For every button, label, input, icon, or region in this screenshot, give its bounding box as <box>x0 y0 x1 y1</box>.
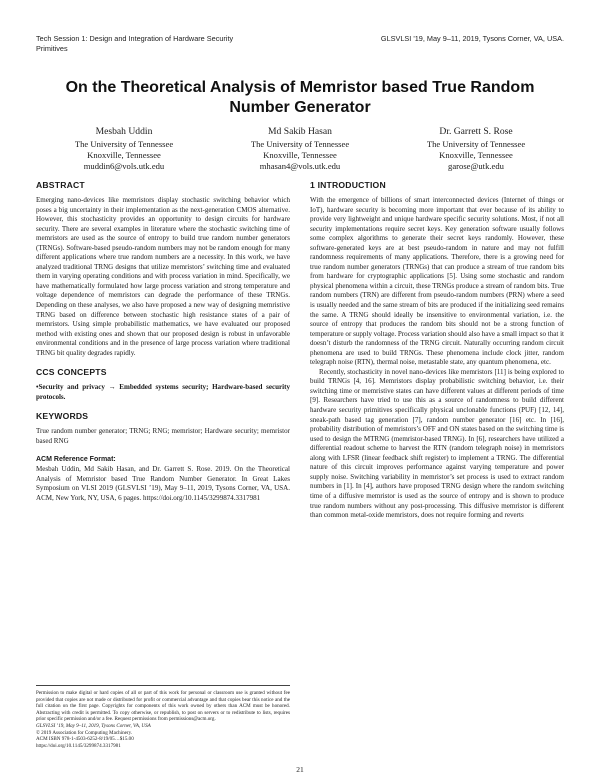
introduction-heading: 1 INTRODUCTION <box>310 180 386 190</box>
ccs-text: •Security and privacy → Embedded systems security; Hardware-based security protocols. <box>36 383 290 401</box>
author-affiliation: The University of Tennessee <box>250 138 350 149</box>
author-affiliation: The University of Tennessee <box>426 138 526 149</box>
left-column <box>36 180 290 503</box>
introduction-paragraph-1: With the emergence of billions of smart interconnected devices (Internet of things or IoT), hardware security is becoming more important that ever because of its ability to provide very lightweight and unique hardware specific security solutions. Most, if not all security implementations require secret keys. Key generation software usually follows some complex algorithms to generate their secret keys randomly. However, these software-generated keys are at best pseudo-random in nature and may not fulfill randomness requirements of many applications. Therefore, there is a growing need for true random number generators (TRNGs) that can produce a stream of true random bits from hardware for cryptographic applications [5]. Using some stochastic and random physical phenomena within a circuit, these TRNGs produce a stream of random bits. True random numbers (TRN) are different from pseudo-random numbers (PRN) where a seed is usually needed and the same stream of bits are produced if the initializing seed remains the same. A TRNG should ideally be insensitive to environmental variation, i.e. the source of entropy that produces the random bits should not be a strong function of temperature or supply voltage. Process variation should also have a small impact so that it doesn’t disturb the randomness of the TRNG circuit. Naturally occurring random circuit phenomena are used to build TRNGs. These phenomena include clock jitter, random telegraph noise (RTN), thermal noise, metastable state, any quantum phenomena, etc. <box>310 196 564 367</box>
abstract-heading: ABSTRACT <box>36 180 85 190</box>
author-name: Md Sakib Hasan <box>268 126 332 137</box>
permission-venue: GLSVLSI ’19, May 9–11, 2019, Tysons Corner, VA, USA <box>36 722 151 729</box>
permission-doi[interactable]: https://doi.org/10.1145/3299874.3317981 <box>36 742 121 749</box>
author-location: Knoxville, Tennessee <box>439 149 513 160</box>
permission-footnote <box>36 685 290 749</box>
author-block <box>36 126 564 172</box>
author-name: Mesbah Uddin <box>95 126 153 137</box>
abstract-text: Emerging nano-devices like memristors display stochastic switching behavior which poses a big uncertainty in their implementation as the next-generation CMOS alternative. However, this stochasticity provides an opportunity to design circuits for hardware security. There are several examples in literature where the stochastic switching time of memristors are used as the source of entropy to build true random number generators (TRNGs). Software-based pseudo-random numbers may not be random enough for many different applications where true random numbers are a necessity. In this work, we have analyzed traditional TRNG designs that utilize memristors’ switching time and evaluated them in varying operating conditions and with process variation in mind. Specifically, we have mathematically formulated how large process variation and strong temperature and voltage dependence of memristors can degrade the performance of these TRNGs. Depending on these analyses, we also have proposed a new way of designing memristive TRNG based on difference between stochastic high resistance states of a pair of memristors. Using simple probabilistic mathematics, we have evaluated our proposed method with existing ones and shown that our proposed design is robust in unfavorable environmental conditions and in the presence of large process variation where traditional TRNG bit quality degrades rapidly. <box>36 196 290 357</box>
acm-reference-heading: ACM Reference Format: <box>36 456 116 464</box>
author-3 <box>388 126 564 172</box>
ccs-heading: CCS CONCEPTS <box>36 367 107 378</box>
author-location: Knoxville, Tennessee <box>263 149 337 160</box>
permission-isbn: ACM ISBN 978-1-4503-6252-8/19/05…$15.00 <box>36 736 134 743</box>
running-header-right: GLSVLSI '19, May 9–11, 2019, Tysons Corner, VA, USA. <box>380 34 564 43</box>
permission-copyright: © 2019 Association for Computing Machinery. <box>36 729 133 736</box>
author-1 <box>36 126 212 172</box>
paper-title: On the Theoretical Analysis of Memristor based True Random Number Generator <box>65 79 535 116</box>
keywords-text: True random number generator; TRNG; RNG; memristor; Hardware security; memristor based RNG <box>36 427 290 445</box>
running-header-left: Tech Session 1: Design and Integration of Hardware Security Primitives <box>36 34 234 53</box>
acm-reference-text: Mesbah Uddin, Md Sakib Hasan, and Dr. Garrett S. Rose. 2019. On the Theoretical Analysis of Memristor based True Random Number Generator. In Great Lakes Symposium on VLSI 2019 (GLSVLSI ’19), May 9–11, 2019, Tysons Corner, VA, USA. ACM, New York, NY, USA, 6 pages. https://doi.org/10.1145/3299874.3317981 <box>36 464 290 502</box>
author-email: garose@utk.edu <box>448 160 504 171</box>
introduction-paragraph-2: Recently, stochasticity in novel nano-devices like memristors [11] is being explored to build TRNGs [4, 16]. Memristors display probabilistic switching behavior, i.e. their switching time or memristive states can have different values at different periods of time [9]. Researchers have tried to use this as a source of randomness to build different hardware security primitives specifically physical unclonable functions (PUF) [12, 14], sneak-path based tag generation [7], random number generator [16] etc. In [16], probability distribution of memristors’s OFF and ON states based on the switching time is used to design the MTRNG (memristor-based TRNG). In [6], researchers have utilized a differential readout scheme to harvest the RTN (random telegraph noise) in memristors along with LFSR (linear feedback shift register) to implement a TRNG. The differential nature of this circuit improves performance against varying temperature and power supply noise. Switching variability in memristor’s set process is used to extract random numbers in [1]. In [4], authors have proposed TRNG design where the random switching time of a diffusive memristor is used as the source of entropy and is shown to produce true random numbers without any post-processing. This diffusive memristor is different than common metal-oxide memristors, does not require forming and reverts <box>310 367 564 520</box>
author-name: Dr. Garrett S. Rose <box>439 126 513 137</box>
author-email: mhasan4@vols.utk.edu <box>259 160 341 171</box>
keywords-heading: KEYWORDS <box>36 411 89 422</box>
author-location: Knoxville, Tennessee <box>87 149 161 160</box>
permission-text: Permission to make digital or hard copies of all or part of this work for personal or classroom use is granted without fee provided that copies are not made or distributed for profit or commercial advantage and that copies bear this notice and the full citation on the first page. Copyrights for components of this work owned by others than ACM must be honored. Abstracting with credit is permitted. To copy otherwise, or republish, to post on servers or to redistribute to lists, requires prior specific permission and/or a fee. Request permissions from permissions@acm.org. <box>36 690 290 723</box>
author-email: muddin6@vols.utk.edu <box>83 160 165 171</box>
author-2 <box>212 126 388 172</box>
author-affiliation: The University of Tennessee <box>74 138 174 149</box>
page-number: 21 <box>296 765 304 774</box>
right-column <box>310 180 564 521</box>
